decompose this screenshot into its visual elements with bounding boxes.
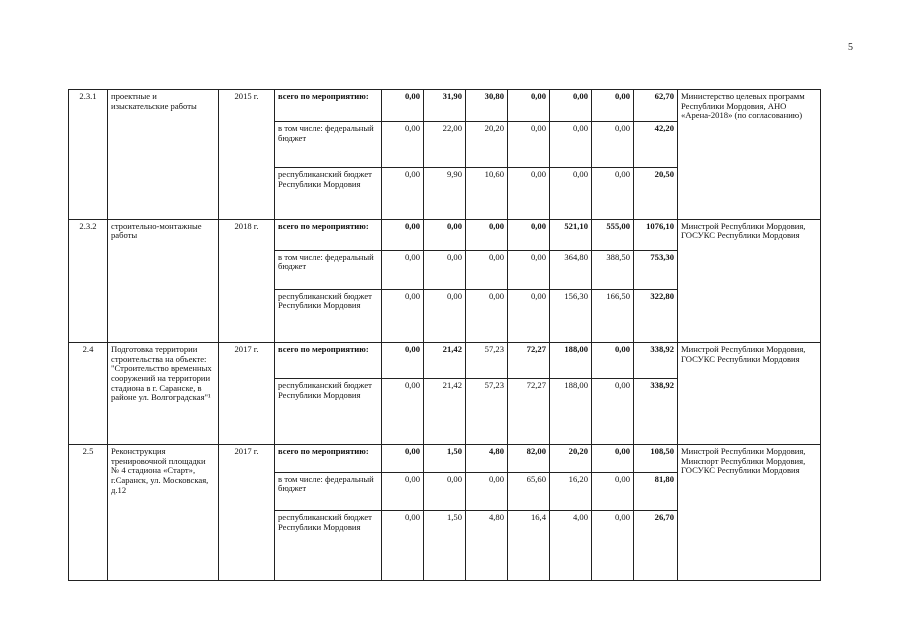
value-cell: 1076,10 <box>634 219 678 250</box>
value-cell: 31,90 <box>424 90 466 122</box>
row-year: 2017 г. <box>219 445 275 581</box>
row-name: строительно-монтажные работы <box>108 219 219 343</box>
value-cell: 0,00 <box>592 343 634 379</box>
table-row <box>69 343 821 379</box>
value-cell: 0,00 <box>424 289 466 343</box>
value-cell: 4,00 <box>550 510 592 580</box>
row-executor: Минстрой Республики Мордовия, ГОСУКС Республики Мордовия <box>678 343 821 445</box>
value-cell: 0,00 <box>592 379 634 445</box>
row-number: 2.3.2 <box>69 219 108 343</box>
value-cell: 26,70 <box>634 510 678 580</box>
value-cell: 1,50 <box>424 445 466 473</box>
value-cell: 0,00 <box>592 472 634 510</box>
value-cell: 0,00 <box>592 445 634 473</box>
value-cell: 0,00 <box>466 289 508 343</box>
value-cell: 0,00 <box>382 121 424 167</box>
value-cell: 0,00 <box>382 472 424 510</box>
label-total: всего по мероприятию: <box>275 445 382 473</box>
value-cell: 0,00 <box>508 121 550 167</box>
row-number: 2.4 <box>69 343 108 445</box>
value-cell: 82,00 <box>508 445 550 473</box>
value-cell: 0,00 <box>382 510 424 580</box>
value-cell: 0,00 <box>550 90 592 122</box>
value-cell: 30,80 <box>466 90 508 122</box>
row-name: Подготовка территории строительства на объекте: "Строительство временных сооружений на территории стадиона в г. Саранске, в районе ул. Волгоградская"¹ <box>108 343 219 445</box>
value-cell: 0,00 <box>424 219 466 250</box>
label-total: всего по мероприятию: <box>275 343 382 379</box>
value-cell: 9,90 <box>424 168 466 219</box>
page-number: 5 <box>848 42 853 53</box>
value-cell: 555,00 <box>592 219 634 250</box>
value-cell: 521,10 <box>550 219 592 250</box>
value-cell: 22,00 <box>424 121 466 167</box>
value-cell: 57,23 <box>466 343 508 379</box>
value-cell: 0,00 <box>508 289 550 343</box>
value-cell: 0,00 <box>382 343 424 379</box>
value-cell: 0,00 <box>382 90 424 122</box>
value-cell: 338,92 <box>634 343 678 379</box>
value-cell: 388,50 <box>592 250 634 289</box>
label-federal: в том числе: федеральный бюджет <box>275 250 382 289</box>
table-row <box>69 90 821 122</box>
value-cell: 10,60 <box>466 168 508 219</box>
value-cell: 0,00 <box>592 121 634 167</box>
value-cell: 0,00 <box>550 121 592 167</box>
value-cell: 21,42 <box>424 379 466 445</box>
value-cell: 364,80 <box>550 250 592 289</box>
row-name: проектные и изыскательские работы <box>108 90 219 220</box>
value-cell: 0,00 <box>382 250 424 289</box>
budget-table <box>68 89 821 581</box>
label-total: всего по мероприятию: <box>275 90 382 122</box>
value-cell: 57,23 <box>466 379 508 445</box>
value-cell: 0,00 <box>550 168 592 219</box>
value-cell: 0,00 <box>508 168 550 219</box>
value-cell: 166,50 <box>592 289 634 343</box>
row-number: 2.3.1 <box>69 90 108 220</box>
value-cell: 0,00 <box>592 90 634 122</box>
value-cell: 188,00 <box>550 379 592 445</box>
value-cell: 72,27 <box>508 379 550 445</box>
row-number: 2.5 <box>69 445 108 581</box>
value-cell: 16,4 <box>508 510 550 580</box>
value-cell: 0,00 <box>424 472 466 510</box>
row-name: Реконструкция тренировочной площадки № 4 стадиона «Старт», г.Саранск, ул. Московская, д.12 <box>108 445 219 581</box>
label-republic: республиканский бюджет Республики Мордовия <box>275 510 382 580</box>
label-federal: в том числе: федеральный бюджет <box>275 472 382 510</box>
value-cell: 0,00 <box>508 219 550 250</box>
value-cell: 0,00 <box>382 379 424 445</box>
value-cell: 0,00 <box>466 472 508 510</box>
value-cell: 0,00 <box>508 90 550 122</box>
row-year: 2018 г. <box>219 219 275 343</box>
label-republic: республиканский бюджет Республики Мордовия <box>275 168 382 219</box>
value-cell: 0,00 <box>382 168 424 219</box>
row-executor: Министерство целевых программ Республики Мордовия, АНО «Арена-2018» (по согласованию) <box>678 90 821 220</box>
value-cell: 0,00 <box>382 219 424 250</box>
value-cell: 4,80 <box>466 445 508 473</box>
value-cell: 81,80 <box>634 472 678 510</box>
row-executor: Минстрой Республики Мордовия, Минспорт Республики Мордовия, ГОСУКС Республики Мордовия <box>678 445 821 581</box>
value-cell: 0,00 <box>466 250 508 289</box>
value-cell: 156,30 <box>550 289 592 343</box>
value-cell: 0,00 <box>382 289 424 343</box>
value-cell: 753,30 <box>634 250 678 289</box>
row-executor: Минстрой Республики Мордовия, ГОСУКС Республики Мордовия <box>678 219 821 343</box>
value-cell: 188,00 <box>550 343 592 379</box>
table-row <box>69 219 821 250</box>
value-cell: 108,50 <box>634 445 678 473</box>
value-cell: 20,20 <box>550 445 592 473</box>
value-cell: 72,27 <box>508 343 550 379</box>
row-year: 2017 г. <box>219 343 275 445</box>
value-cell: 65,60 <box>508 472 550 510</box>
label-federal: в том числе: федеральный бюджет <box>275 121 382 167</box>
label-republic: республиканский бюджет Республики Мордовия <box>275 289 382 343</box>
value-cell: 16,20 <box>550 472 592 510</box>
value-cell: 0,00 <box>592 510 634 580</box>
value-cell: 0,00 <box>466 219 508 250</box>
value-cell: 322,80 <box>634 289 678 343</box>
value-cell: 0,00 <box>508 250 550 289</box>
value-cell: 0,00 <box>382 445 424 473</box>
value-cell: 42,20 <box>634 121 678 167</box>
value-cell: 1,50 <box>424 510 466 580</box>
value-cell: 4,80 <box>466 510 508 580</box>
value-cell: 20,50 <box>634 168 678 219</box>
label-republic: республиканский бюджет Республики Мордовия <box>275 379 382 445</box>
value-cell: 21,42 <box>424 343 466 379</box>
value-cell: 0,00 <box>592 168 634 219</box>
value-cell: 0,00 <box>424 250 466 289</box>
value-cell: 338,92 <box>634 379 678 445</box>
value-cell: 20,20 <box>466 121 508 167</box>
value-cell: 62,70 <box>634 90 678 122</box>
label-total: всего по мероприятию: <box>275 219 382 250</box>
row-year: 2015 г. <box>219 90 275 220</box>
table-row <box>69 445 821 473</box>
